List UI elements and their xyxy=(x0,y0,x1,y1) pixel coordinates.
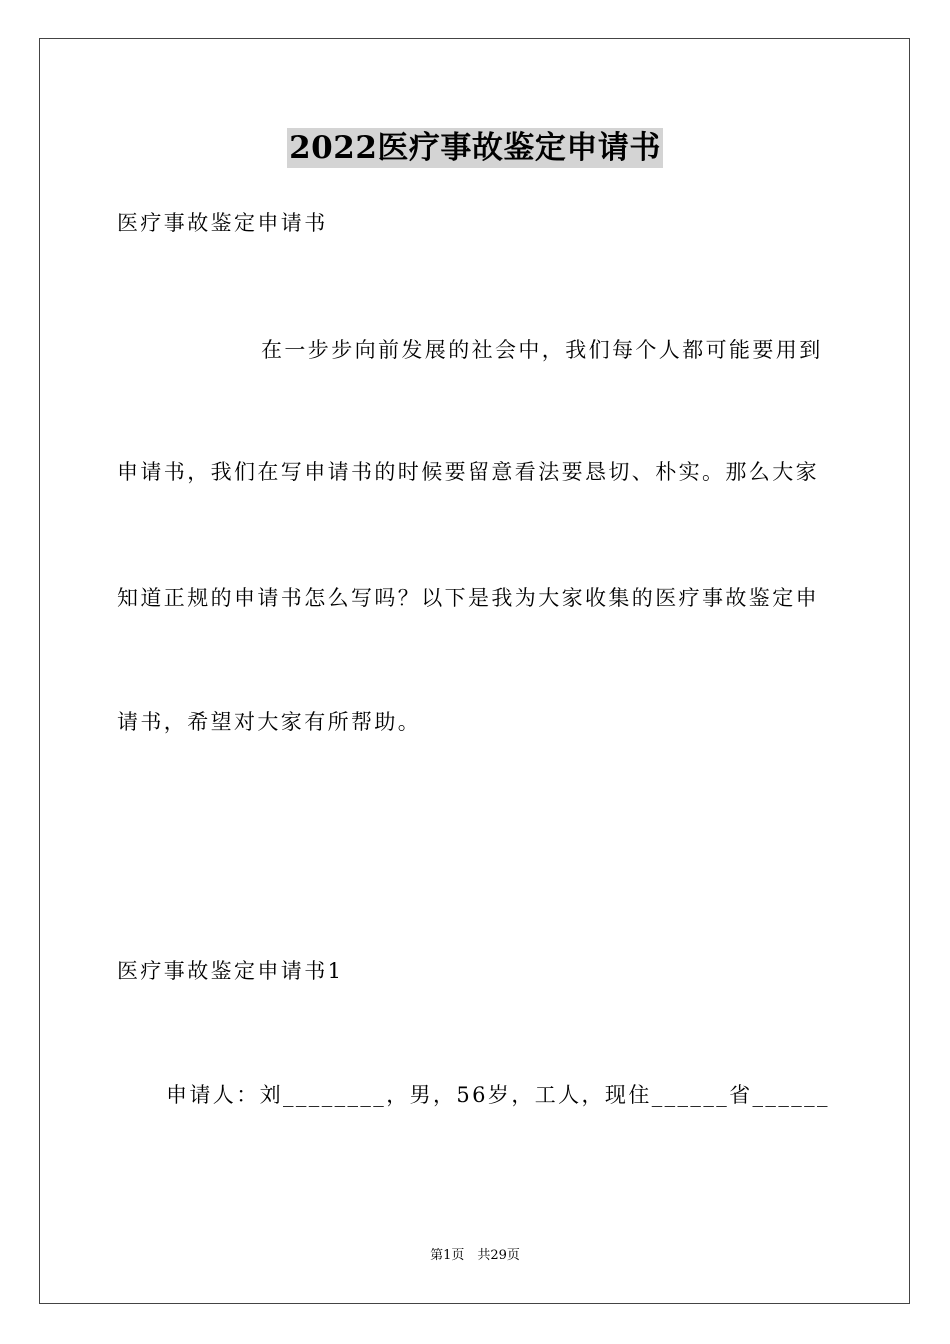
title-container xyxy=(0,128,950,168)
intro-line-4: 请书，希望对大家有所帮助。 xyxy=(117,710,422,734)
page-footer: 第1页 共29页 xyxy=(430,1248,520,1263)
applicant-line: 申请人：刘________，男，56岁，工人，现住______省______ xyxy=(166,1083,830,1107)
document-subtitle: 医疗事故鉴定申请书 xyxy=(117,211,328,235)
section-heading: 医疗事故鉴定申请书1 xyxy=(117,959,344,983)
intro-line-1: 在一步步向前发展的社会中，我们每个人都可能要用到 xyxy=(261,338,823,362)
document-title: 2022医疗事故鉴定申请书 xyxy=(289,130,661,166)
intro-line-2: 申请书，我们在写申请书的时候要留意看法要恳切、朴实。那么大家 xyxy=(117,460,819,484)
intro-line-3: 知道正规的申请书怎么写吗？以下是我为大家收集的医疗事故鉴定申 xyxy=(117,586,819,610)
